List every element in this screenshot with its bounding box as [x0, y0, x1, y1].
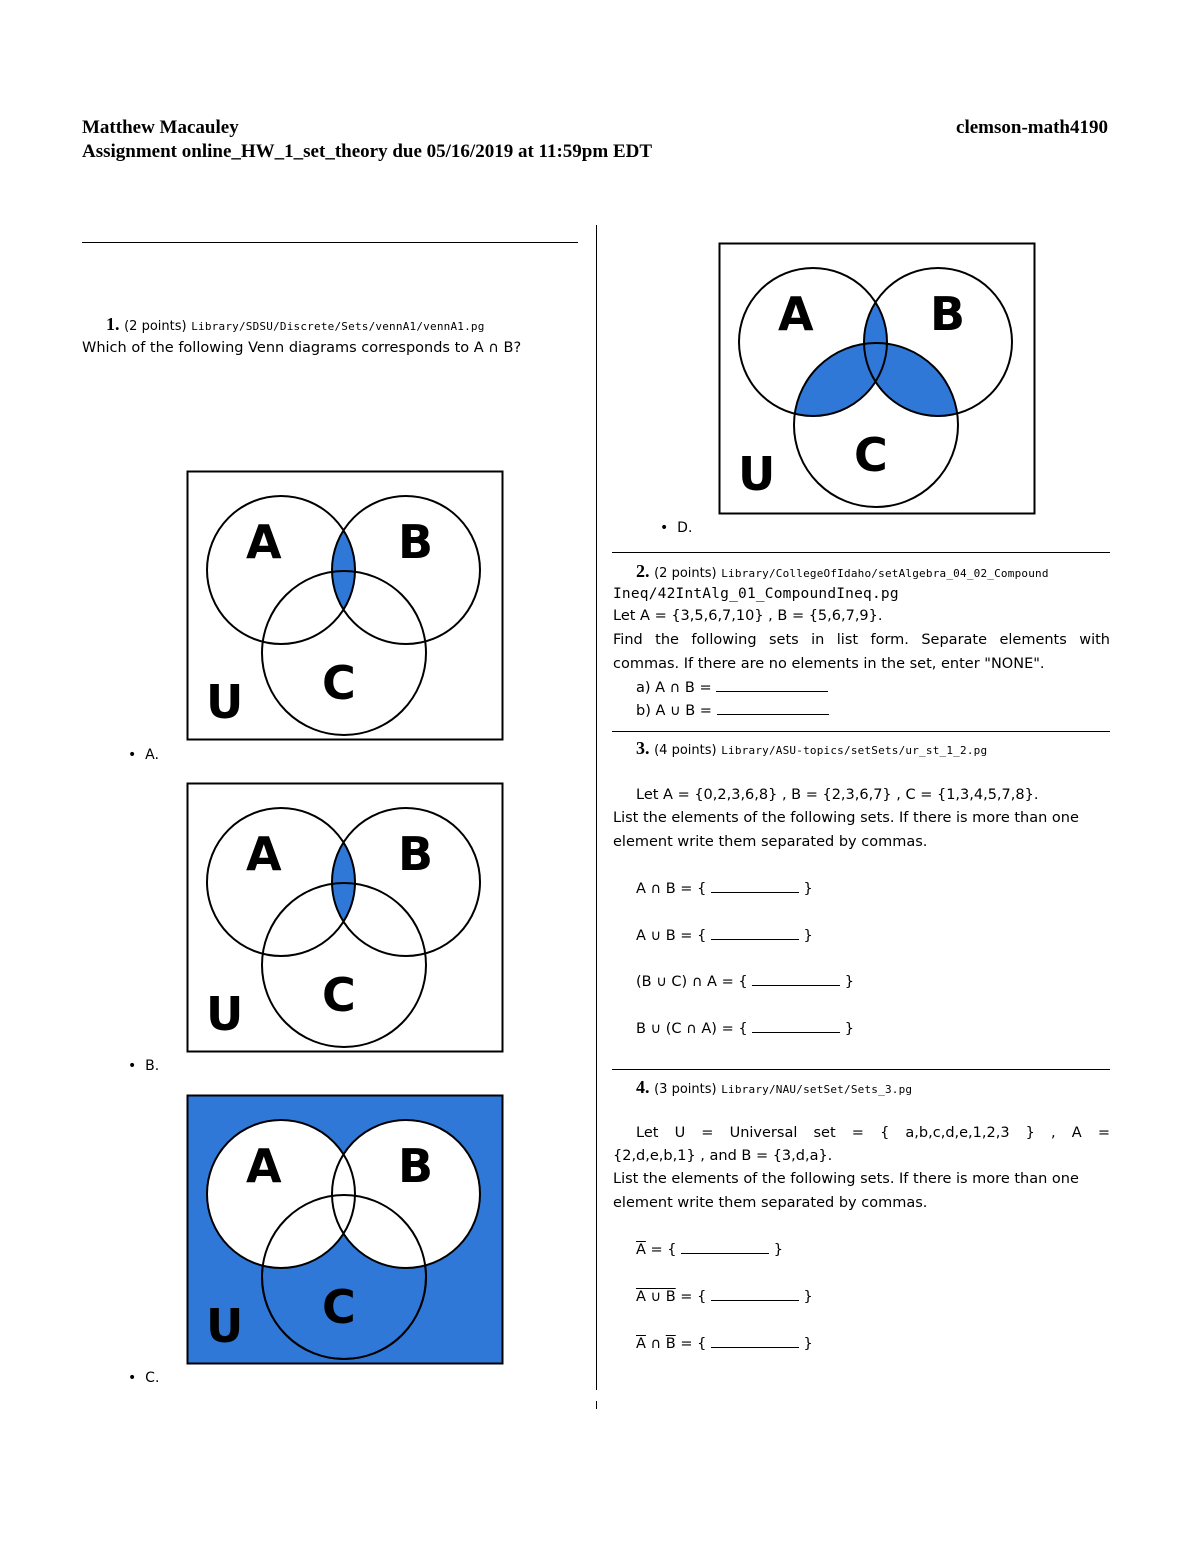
- q1-points: (2 points): [124, 319, 187, 334]
- q1-prompt: Which of the following Venn diagrams corresponds to A ∩ B?: [82, 340, 522, 356]
- q4-answer-3-input[interactable]: [711, 1333, 799, 1348]
- q2-points: (2 points): [654, 566, 717, 581]
- q4-answer-2-input[interactable]: [711, 1286, 799, 1301]
- q4-header: [636, 1075, 912, 1102]
- venn-label-a: A: [778, 287, 814, 341]
- option-a[interactable]: • A.: [128, 747, 159, 763]
- venn-label-c: C: [322, 656, 356, 710]
- q4-points: (3 points): [654, 1082, 717, 1097]
- q4-item-3-eq: = {: [675, 1336, 707, 1352]
- q4-item-1-eq: = {: [645, 1242, 677, 1258]
- venn-label-b: B: [398, 515, 434, 569]
- q3-item-3-label: (B ∪ C) ∩ A = {: [636, 974, 748, 990]
- venn-label-c: C: [854, 428, 888, 482]
- venn-diagram-c: [186, 1094, 504, 1366]
- q2-given: Let A = {3,5,6,7,10} , B = {5,6,7,9}.: [613, 608, 883, 624]
- q4-item-3-close: }: [803, 1336, 813, 1352]
- q4-item-1-set: $\overline{A}$: [636, 1242, 646, 1258]
- q3-number: 3.: [636, 738, 650, 758]
- q4-item-3-set-b: $\overline{B}$: [665, 1336, 676, 1352]
- q3-given: Let A = {0,2,3,6,8} , B = {2,3,6,7} , C = {1,3,4,5,7,8}.: [636, 787, 1039, 803]
- q4-item-2-close: }: [803, 1289, 813, 1305]
- left-top-rule: [82, 242, 578, 243]
- venn-label-u: U: [738, 447, 776, 501]
- option-d[interactable]: • D.: [660, 520, 693, 536]
- q4-item-1-close: }: [773, 1242, 783, 1258]
- q4-answer-1-input[interactable]: [681, 1239, 769, 1254]
- q3-item-3: [636, 970, 854, 994]
- venn-diagram-a: [186, 470, 504, 742]
- q4-rule: [612, 1069, 1110, 1070]
- assignment-title: Assignment online_HW_1_set_theory due 05/16/2019 at 11:59pm EDT: [82, 141, 653, 162]
- venn-diagram-d: [718, 242, 1036, 516]
- q3-item-3-close: }: [844, 974, 855, 990]
- venn-label-u: U: [206, 987, 244, 1041]
- q4-item-3-op: ∩: [645, 1336, 666, 1352]
- q4-item-3: [636, 1332, 813, 1356]
- q3-item-2-label: A ∪ B = {: [636, 928, 707, 944]
- q2-number: 2.: [636, 561, 650, 581]
- q2-part-b: [636, 699, 829, 723]
- q3-rule: [612, 731, 1110, 732]
- q3-item-2: [636, 924, 813, 948]
- q3-item-1-close: }: [803, 881, 813, 897]
- q2-answer-b-input[interactable]: [717, 700, 829, 715]
- q2-rule: [612, 552, 1110, 553]
- option-c-label: C.: [145, 1370, 160, 1386]
- q2-part-a: [636, 676, 828, 700]
- venn-label-a: A: [246, 1139, 282, 1193]
- q3-item-1: [636, 877, 813, 901]
- q3-item-4-label: B ∪ (C ∩ A) = {: [636, 1021, 748, 1037]
- venn-label-c: C: [322, 968, 356, 1022]
- q3-path: Library/ASU-topics/setSets/ur_st_1_2.pg: [721, 744, 988, 757]
- q2-path-1: Library/CollegeOfIdaho/setAlgebra_04_02_Compound: [721, 567, 1049, 580]
- venn-label-b: B: [398, 827, 434, 881]
- author-name: Matthew Macauley: [82, 117, 239, 138]
- option-b-label: B.: [145, 1058, 160, 1074]
- q2-part-a-label: a) A ∩ B =: [636, 680, 712, 696]
- column-divider: [596, 225, 597, 1390]
- q3-item-4-close: }: [844, 1021, 855, 1037]
- venn-label-u: U: [206, 675, 244, 729]
- course-name: clemson-math4190: [956, 117, 1108, 138]
- option-a-label: A.: [145, 747, 159, 763]
- q2-path-2: Ineq/42IntAlg_01_CompoundIneq.pg: [613, 586, 899, 602]
- venn-label-u: U: [206, 1299, 244, 1353]
- q3-points: (4 points): [654, 743, 717, 758]
- q3-item-1-label: A ∩ B = {: [636, 881, 707, 897]
- q4-given-2: {2,d,e,b,1} , and B = {3,d,a}.: [613, 1148, 833, 1164]
- q4-item-2-set: A ∪ B: [636, 1289, 676, 1305]
- venn-label-b: B: [398, 1139, 434, 1193]
- column-divider-tick: [596, 1401, 597, 1409]
- venn-diagram-b: [186, 782, 504, 1054]
- q4-instructions: List the elements of the following sets. If there is more than one element write them separated by commas.: [613, 1171, 1079, 1211]
- q1-path: Library/SDSU/Discrete/Sets/vennA1/vennA1.pg: [191, 320, 485, 333]
- venn-label-a: A: [246, 827, 282, 881]
- q3-item-2-close: }: [803, 928, 813, 944]
- q4-item-2-eq: = {: [675, 1289, 707, 1305]
- q1-number: 1.: [106, 314, 120, 334]
- option-b[interactable]: • B.: [128, 1058, 160, 1074]
- q4-path: Library/NAU/setSet/Sets_3.pg: [721, 1083, 913, 1096]
- q3-instructions: List the elements of the following sets. If there is more than one element write them separated by commas.: [613, 810, 1079, 850]
- q2-instructions: Find the following sets in list form. Separate elements with commas. If there are no elements in the set, enter "NONE".: [613, 632, 1110, 672]
- q4-item-1: [636, 1238, 783, 1262]
- q2-part-b-label: b) A ∪ B =: [636, 703, 712, 719]
- q3-answer-4-input[interactable]: [752, 1018, 840, 1033]
- q2-answer-a-input[interactable]: [716, 677, 828, 692]
- venn-label-b: B: [930, 287, 966, 341]
- q4-given-1: Let U = Universal set = { a,b,c,d,e,1,2,3 } , A =: [636, 1125, 1110, 1141]
- q3-answer-2-input[interactable]: [711, 925, 799, 940]
- q3-answer-1-input[interactable]: [711, 878, 799, 893]
- q3-answer-3-input[interactable]: [752, 971, 840, 986]
- q1-header: [106, 312, 485, 339]
- q3-item-4: [636, 1017, 854, 1041]
- q4-number: 4.: [636, 1077, 650, 1097]
- venn-label-a: A: [246, 515, 282, 569]
- q4-item-2: [636, 1285, 813, 1309]
- venn-label-c: C: [322, 1280, 356, 1334]
- q3-header: [636, 736, 987, 763]
- option-d-label: D.: [677, 520, 693, 536]
- q4-item-3-set-a: $\overline{A}$: [636, 1336, 646, 1352]
- option-c[interactable]: • C.: [128, 1370, 160, 1386]
